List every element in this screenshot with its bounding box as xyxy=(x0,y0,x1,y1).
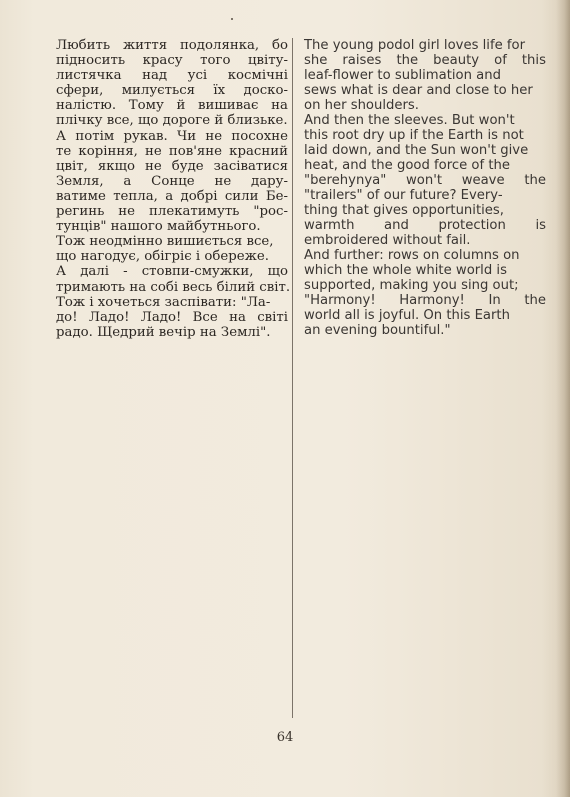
text-line: налістю. Тому й вишиває на xyxy=(56,98,288,114)
text-line: thing that gives opportunities, xyxy=(304,203,504,218)
text-line: "Harmony! Harmony! In the xyxy=(304,293,546,308)
text-line: Тож і хочеться заспівати: "Ла- xyxy=(56,294,271,310)
text-line: this root dry up if the Earth is not xyxy=(304,128,524,143)
text-line: сфери, милується їх доско- xyxy=(56,83,288,99)
text-line: те коріння, не пов'яне красний xyxy=(56,143,288,159)
english-text-column xyxy=(304,38,546,338)
text-line: which the whole white world is xyxy=(304,263,507,278)
text-line: heat, and the good force of the xyxy=(304,158,510,173)
text-line: ватиме тепла, а добрі сили Бе- xyxy=(56,188,288,204)
text-line: тримають на собі весь білий світ. xyxy=(56,279,291,295)
text-line: Земля, а Сонце не дару- xyxy=(56,173,288,189)
text-line: "trailers" of our future? Every- xyxy=(304,188,503,203)
column-divider xyxy=(292,38,293,718)
text-line: an evening bountiful." xyxy=(304,323,451,338)
text-line: on her shoulders. xyxy=(304,98,419,113)
page-binding-shadow xyxy=(556,0,570,797)
text-line: що нагодує, обігріє і обереже. xyxy=(56,249,270,265)
text-line: laid down, and the Sun won't give xyxy=(304,143,529,158)
page-number: 64 xyxy=(276,730,294,745)
text-line: цвіт, якщо не буде засіватися xyxy=(56,158,288,174)
text-line: And then the sleeves. But won't xyxy=(304,113,515,128)
text-line: sews what is dear and close to her xyxy=(304,83,533,98)
text-line: The young podol girl loves life for xyxy=(304,38,526,53)
text-line: А далі - стовпи-смужки, що xyxy=(56,264,288,280)
text-line: world all is joyful. On this Earth xyxy=(304,308,510,323)
text-line: she raises the beauty of this xyxy=(304,53,546,68)
text-line: embroidered without fail. xyxy=(304,233,471,248)
text-line: supported, making you sing out; xyxy=(304,278,519,293)
ukrainian-text-column xyxy=(56,38,291,340)
text-line: А потім рукав. Чи не посохне xyxy=(56,128,288,144)
text-line: до! Ладо! Ладо! Все на світі xyxy=(56,309,288,325)
text-line: тунців" нашого майбутнього. xyxy=(56,219,261,235)
text-line: радо. Щедрий вечір на Землі". xyxy=(56,324,271,340)
text-line: And further: rows on columns on xyxy=(304,248,520,263)
text-line: Любить життя подолянка, бо xyxy=(56,38,288,53)
text-line: leaf-flower to sublimation and xyxy=(304,68,501,83)
ink-speck xyxy=(231,18,233,20)
text-line: листячка над усі космічні xyxy=(56,68,288,84)
text-line: регинь не плекатимуть "рос- xyxy=(56,204,288,220)
text-line: підносить красу того цвіту- xyxy=(56,53,288,69)
text-line: "berehynya" won't weave the xyxy=(304,173,546,188)
text-line: плічку все, що дороге й близьке. xyxy=(56,113,288,129)
text-line: Тож неодмінно вишиється все, xyxy=(56,234,274,250)
text-line: warmth and protection is xyxy=(304,218,546,233)
